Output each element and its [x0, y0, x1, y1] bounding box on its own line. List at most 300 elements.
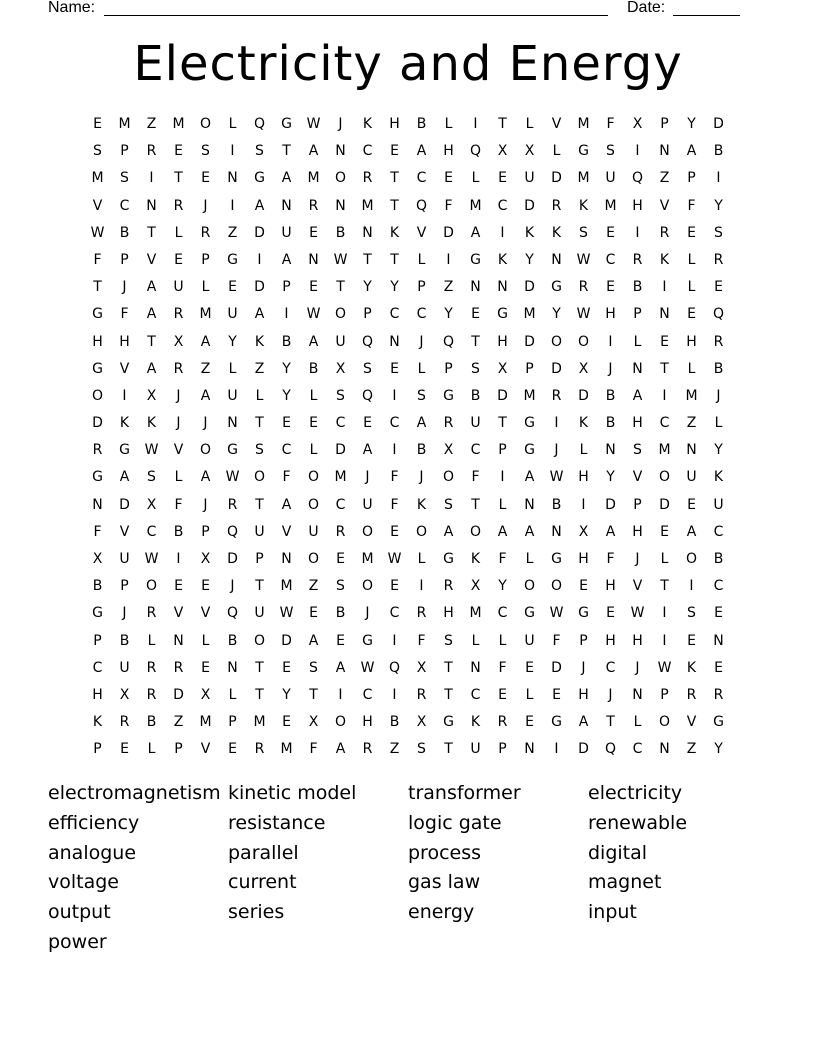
grid-letter[interactable]: G: [281, 116, 292, 132]
grid-letter[interactable]: T: [606, 714, 615, 731]
grid-letter[interactable]: R: [713, 686, 724, 703]
grid-letter[interactable]: M: [334, 469, 347, 486]
grid-letter[interactable]: V: [146, 251, 157, 268]
grid-letter[interactable]: A: [119, 469, 130, 486]
grid-letter[interactable]: R: [686, 686, 697, 703]
grid-letter[interactable]: G: [497, 306, 508, 323]
grid-letter[interactable]: A: [578, 714, 589, 731]
grid-letter[interactable]: L: [714, 415, 723, 432]
grid-letter[interactable]: N: [308, 251, 319, 268]
grid-letter[interactable]: E: [687, 632, 696, 649]
grid-letter[interactable]: Z: [389, 741, 400, 758]
grid-letter[interactable]: E: [525, 714, 534, 731]
grid-letter[interactable]: S: [255, 442, 264, 459]
grid-letter[interactable]: P: [201, 523, 210, 540]
grid-letter[interactable]: R: [578, 279, 589, 296]
grid-letter[interactable]: P: [201, 251, 210, 268]
grid-letter[interactable]: P: [660, 116, 669, 132]
grid-letter[interactable]: L: [471, 632, 480, 649]
grid-letter[interactable]: T: [444, 686, 453, 703]
grid-letter[interactable]: E: [174, 578, 183, 595]
grid-letter[interactable]: S: [363, 360, 372, 377]
grid-letter[interactable]: L: [687, 279, 696, 296]
grid-letter[interactable]: T: [390, 197, 399, 214]
grid-letter[interactable]: V: [200, 605, 211, 622]
grid-letter[interactable]: W: [144, 442, 159, 459]
grid-letter[interactable]: U: [470, 741, 481, 758]
grid-letter[interactable]: D: [551, 360, 562, 377]
grid-letter[interactable]: P: [120, 251, 129, 268]
grid-letter[interactable]: I: [635, 224, 640, 241]
grid-letter[interactable]: N: [227, 415, 238, 432]
grid-letter[interactable]: C: [119, 197, 130, 214]
grid-letter[interactable]: M: [199, 306, 212, 323]
grid-letter[interactable]: L: [552, 143, 561, 160]
grid-letter[interactable]: O: [253, 469, 266, 486]
grid-letter[interactable]: A: [200, 469, 211, 486]
grid-letter[interactable]: V: [686, 714, 697, 731]
grid-letter[interactable]: K: [362, 116, 373, 132]
grid-letter[interactable]: H: [578, 686, 589, 703]
grid-letter[interactable]: J: [122, 605, 127, 622]
grid-letter[interactable]: L: [687, 251, 696, 268]
grid-letter[interactable]: T: [498, 116, 507, 132]
grid-letter[interactable]: M: [604, 197, 617, 214]
grid-letter[interactable]: F: [174, 496, 183, 513]
grid-letter[interactable]: W: [576, 306, 591, 323]
grid-letter[interactable]: L: [660, 551, 669, 567]
grid-letter[interactable]: K: [416, 496, 427, 513]
grid-letter[interactable]: R: [497, 714, 508, 731]
grid-letter[interactable]: G: [551, 551, 562, 567]
grid-letter[interactable]: E: [228, 279, 237, 296]
grid-letter[interactable]: H: [119, 333, 130, 350]
grid-letter[interactable]: K: [470, 551, 481, 567]
grid-letter[interactable]: B: [389, 714, 400, 731]
grid-letter[interactable]: U: [254, 523, 265, 540]
grid-letter[interactable]: G: [578, 605, 589, 622]
grid-letter[interactable]: Z: [686, 415, 697, 432]
grid-letter[interactable]: S: [471, 360, 480, 377]
grid-letter[interactable]: O: [469, 523, 482, 540]
grid-letter[interactable]: J: [581, 659, 586, 676]
grid-letter[interactable]: A: [146, 360, 157, 377]
grid-letter[interactable]: O: [658, 714, 671, 731]
grid-letter[interactable]: I: [608, 333, 613, 350]
grid-letter[interactable]: I: [662, 279, 667, 296]
grid-letter[interactable]: W: [576, 251, 591, 268]
grid-letter[interactable]: C: [92, 659, 103, 676]
grid-letter[interactable]: E: [309, 415, 318, 432]
grid-letter[interactable]: J: [122, 279, 127, 296]
grid-letter[interactable]: B: [308, 360, 319, 377]
grid-letter[interactable]: O: [361, 578, 374, 595]
grid-letter[interactable]: Y: [714, 197, 723, 214]
grid-letter[interactable]: E: [714, 605, 723, 622]
grid-letter[interactable]: E: [714, 279, 723, 296]
grid-letter[interactable]: O: [577, 333, 590, 350]
grid-letter[interactable]: A: [335, 741, 346, 758]
grid-letter[interactable]: I: [635, 143, 640, 160]
grid-letter[interactable]: Y: [390, 279, 399, 296]
grid-letter[interactable]: A: [200, 387, 211, 404]
grid-letter[interactable]: F: [498, 551, 507, 567]
grid-letter[interactable]: M: [172, 116, 185, 132]
grid-letter[interactable]: L: [417, 551, 426, 567]
grid-letter[interactable]: H: [632, 523, 643, 540]
grid-letter[interactable]: N: [632, 360, 643, 377]
grid-letter[interactable]: I: [392, 387, 397, 404]
grid-letter[interactable]: L: [525, 686, 534, 703]
grid-letter[interactable]: I: [122, 387, 127, 404]
grid-letter[interactable]: P: [93, 741, 102, 758]
grid-letter[interactable]: F: [552, 632, 561, 649]
grid-letter[interactable]: T: [363, 251, 372, 268]
grid-letter[interactable]: W: [225, 469, 240, 486]
grid-letter[interactable]: H: [92, 333, 103, 350]
grid-letter[interactable]: C: [497, 197, 508, 214]
grid-letter[interactable]: U: [281, 224, 292, 241]
grid-letter[interactable]: D: [92, 415, 103, 432]
grid-letter[interactable]: J: [419, 333, 424, 350]
grid-letter[interactable]: V: [119, 360, 130, 377]
grid-letter[interactable]: X: [497, 360, 508, 377]
grid-letter[interactable]: P: [255, 551, 264, 567]
grid-letter[interactable]: V: [281, 523, 292, 540]
grid-letter[interactable]: R: [632, 251, 643, 268]
grid-letter[interactable]: R: [200, 224, 211, 241]
grid-letter[interactable]: T: [147, 333, 156, 350]
grid-letter[interactable]: A: [686, 143, 697, 160]
grid-letter[interactable]: Y: [714, 741, 723, 758]
grid-letter[interactable]: G: [443, 551, 454, 567]
grid-letter[interactable]: P: [525, 360, 534, 377]
grid-letter[interactable]: E: [201, 659, 210, 676]
grid-letter[interactable]: X: [524, 143, 535, 160]
grid-letter[interactable]: E: [390, 578, 399, 595]
grid-letter[interactable]: A: [308, 632, 319, 649]
grid-letter[interactable]: U: [524, 632, 535, 649]
grid-letter[interactable]: X: [308, 714, 319, 731]
grid-letter[interactable]: L: [228, 686, 237, 703]
grid-letter[interactable]: I: [662, 605, 667, 622]
grid-letter[interactable]: X: [443, 442, 454, 459]
grid-letter[interactable]: I: [176, 551, 181, 567]
grid-letter[interactable]: I: [446, 251, 451, 268]
grid-letter[interactable]: W: [90, 224, 105, 241]
grid-letter[interactable]: O: [523, 578, 536, 595]
grid-letter[interactable]: A: [524, 523, 535, 540]
grid-letter[interactable]: Y: [444, 306, 453, 323]
grid-letter[interactable]: J: [338, 116, 343, 132]
grid-letter[interactable]: G: [443, 387, 454, 404]
grid-letter[interactable]: B: [173, 523, 184, 540]
grid-letter[interactable]: D: [605, 496, 616, 513]
grid-letter[interactable]: T: [282, 143, 291, 160]
grid-letter[interactable]: D: [551, 659, 562, 676]
grid-letter[interactable]: B: [713, 551, 724, 567]
grid-letter[interactable]: O: [199, 442, 212, 459]
grid-letter[interactable]: N: [524, 741, 535, 758]
grid-letter[interactable]: V: [659, 197, 670, 214]
grid-letter[interactable]: X: [497, 143, 508, 160]
grid-letter[interactable]: L: [228, 116, 237, 132]
grid-letter[interactable]: A: [254, 197, 265, 214]
grid-letter[interactable]: O: [550, 333, 563, 350]
grid-letter[interactable]: A: [443, 523, 454, 540]
grid-letter[interactable]: J: [635, 659, 640, 676]
grid-letter[interactable]: P: [633, 306, 642, 323]
grid-letter[interactable]: T: [174, 170, 183, 187]
grid-letter[interactable]: K: [551, 224, 562, 241]
grid-letter[interactable]: Q: [712, 306, 725, 323]
grid-letter[interactable]: W: [306, 306, 321, 323]
grid-letter[interactable]: O: [307, 469, 320, 486]
grid-letter[interactable]: C: [713, 578, 724, 595]
grid-letter[interactable]: E: [309, 224, 318, 241]
grid-letter[interactable]: M: [91, 170, 104, 187]
grid-letter[interactable]: Z: [200, 360, 211, 377]
grid-letter[interactable]: P: [363, 306, 372, 323]
grid-letter[interactable]: M: [577, 170, 590, 187]
grid-letter[interactable]: K: [524, 224, 535, 241]
grid-letter[interactable]: K: [686, 659, 697, 676]
grid-letter[interactable]: E: [282, 415, 291, 432]
grid-letter[interactable]: C: [389, 306, 400, 323]
grid-letter[interactable]: W: [360, 659, 375, 676]
grid-letter[interactable]: H: [632, 632, 643, 649]
grid-letter[interactable]: E: [390, 523, 399, 540]
grid-letter[interactable]: R: [416, 686, 427, 703]
grid-letter[interactable]: W: [306, 116, 321, 132]
grid-letter[interactable]: U: [227, 387, 238, 404]
grid-letter[interactable]: U: [362, 496, 373, 513]
grid-letter[interactable]: R: [173, 197, 184, 214]
grid-letter[interactable]: C: [497, 605, 508, 622]
grid-letter[interactable]: E: [363, 415, 372, 432]
grid-letter[interactable]: L: [687, 360, 696, 377]
grid-letter[interactable]: U: [524, 170, 535, 187]
grid-letter[interactable]: N: [281, 551, 292, 567]
grid-letter[interactable]: K: [92, 714, 103, 731]
grid-letter[interactable]: F: [390, 469, 399, 486]
grid-letter[interactable]: G: [713, 714, 724, 731]
grid-letter[interactable]: M: [361, 551, 374, 567]
grid-letter[interactable]: X: [146, 496, 157, 513]
grid-letter[interactable]: B: [632, 279, 643, 296]
grid-letter[interactable]: N: [227, 170, 238, 187]
grid-letter[interactable]: X: [200, 551, 211, 567]
grid-letter[interactable]: L: [633, 333, 642, 350]
grid-letter[interactable]: K: [659, 251, 670, 268]
grid-letter[interactable]: R: [173, 360, 184, 377]
grid-letter[interactable]: W: [549, 469, 564, 486]
grid-letter[interactable]: M: [118, 116, 131, 132]
grid-letter[interactable]: E: [606, 605, 615, 622]
grid-letter[interactable]: Q: [415, 197, 428, 214]
grid-letter[interactable]: B: [119, 224, 130, 241]
grid-letter[interactable]: P: [120, 578, 129, 595]
grid-letter[interactable]: N: [551, 251, 562, 268]
grid-letter[interactable]: T: [390, 170, 399, 187]
grid-letter[interactable]: C: [605, 251, 616, 268]
grid-letter[interactable]: A: [416, 143, 427, 160]
grid-letter[interactable]: C: [605, 659, 616, 676]
grid-letter[interactable]: K: [119, 415, 130, 432]
grid-letter[interactable]: F: [309, 741, 318, 758]
grid-letter[interactable]: C: [362, 143, 373, 160]
grid-letter[interactable]: E: [714, 659, 723, 676]
grid-letter[interactable]: G: [254, 170, 265, 187]
grid-letter[interactable]: G: [578, 143, 589, 160]
grid-letter[interactable]: N: [524, 496, 535, 513]
grid-letter[interactable]: R: [227, 496, 238, 513]
grid-letter[interactable]: R: [173, 306, 184, 323]
grid-letter[interactable]: D: [497, 387, 508, 404]
grid-letter[interactable]: I: [392, 442, 397, 459]
grid-letter[interactable]: S: [579, 224, 588, 241]
grid-letter[interactable]: O: [685, 551, 698, 567]
grid-letter[interactable]: I: [662, 387, 667, 404]
grid-letter[interactable]: C: [416, 306, 427, 323]
grid-letter[interactable]: L: [525, 551, 534, 567]
grid-letter[interactable]: C: [146, 523, 157, 540]
grid-letter[interactable]: V: [632, 578, 643, 595]
grid-letter[interactable]: G: [92, 605, 103, 622]
grid-letter[interactable]: Z: [659, 170, 670, 187]
grid-letter[interactable]: T: [336, 279, 345, 296]
grid-letter[interactable]: D: [119, 496, 130, 513]
grid-letter[interactable]: P: [498, 442, 507, 459]
grid-letter[interactable]: E: [336, 551, 345, 567]
grid-letter[interactable]: Y: [282, 387, 291, 404]
grid-letter[interactable]: V: [551, 116, 562, 132]
grid-letter[interactable]: K: [578, 415, 589, 432]
grid-letter[interactable]: R: [308, 197, 319, 214]
grid-letter[interactable]: H: [632, 197, 643, 214]
grid-letter[interactable]: L: [525, 116, 534, 132]
grid-letter[interactable]: Z: [173, 714, 184, 731]
grid-letter[interactable]: B: [335, 224, 346, 241]
grid-letter[interactable]: D: [254, 279, 265, 296]
grid-letter[interactable]: V: [200, 741, 211, 758]
grid-letter[interactable]: S: [606, 143, 615, 160]
grid-letter[interactable]: I: [419, 578, 424, 595]
grid-letter[interactable]: L: [147, 741, 156, 758]
grid-letter[interactable]: D: [524, 333, 535, 350]
grid-letter[interactable]: R: [713, 251, 724, 268]
grid-letter[interactable]: E: [552, 686, 561, 703]
grid-letter[interactable]: J: [203, 415, 208, 432]
grid-letter[interactable]: A: [524, 469, 535, 486]
grid-letter[interactable]: P: [687, 170, 696, 187]
grid-letter[interactable]: Q: [361, 387, 374, 404]
grid-letter[interactable]: R: [362, 170, 373, 187]
grid-letter[interactable]: S: [147, 469, 156, 486]
grid-letter[interactable]: L: [228, 360, 237, 377]
grid-letter[interactable]: Y: [525, 251, 534, 268]
grid-letter[interactable]: G: [92, 469, 103, 486]
grid-letter[interactable]: A: [416, 415, 427, 432]
grid-letter[interactable]: E: [660, 333, 669, 350]
grid-letter[interactable]: U: [686, 469, 697, 486]
grid-letter[interactable]: D: [659, 496, 670, 513]
grid-letter[interactable]: D: [443, 224, 454, 241]
grid-letter[interactable]: H: [578, 551, 589, 567]
grid-letter[interactable]: X: [578, 523, 589, 540]
grid-letter[interactable]: K: [254, 333, 265, 350]
grid-letter[interactable]: N: [173, 632, 184, 649]
grid-letter[interactable]: A: [200, 333, 211, 350]
grid-letter[interactable]: X: [470, 578, 481, 595]
grid-letter[interactable]: H: [389, 116, 400, 132]
grid-letter[interactable]: C: [470, 442, 481, 459]
grid-letter[interactable]: Y: [552, 306, 561, 323]
grid-letter[interactable]: P: [633, 496, 642, 513]
grid-letter[interactable]: X: [335, 360, 346, 377]
grid-letter[interactable]: C: [713, 523, 724, 540]
grid-letter[interactable]: Y: [714, 442, 723, 459]
grid-letter[interactable]: L: [309, 387, 318, 404]
grid-letter[interactable]: C: [335, 415, 346, 432]
grid-letter[interactable]: M: [253, 714, 266, 731]
grid-letter[interactable]: D: [578, 741, 589, 758]
grid-letter[interactable]: U: [173, 279, 184, 296]
grid-letter[interactable]: E: [201, 170, 210, 187]
grid-letter[interactable]: R: [92, 442, 103, 459]
grid-letter[interactable]: Q: [226, 523, 239, 540]
grid-letter[interactable]: T: [255, 686, 264, 703]
grid-letter[interactable]: Z: [146, 116, 157, 132]
grid-letter[interactable]: Y: [282, 686, 291, 703]
grid-letter[interactable]: I: [662, 632, 667, 649]
grid-letter[interactable]: S: [93, 143, 102, 160]
grid-letter[interactable]: C: [389, 605, 400, 622]
grid-letter[interactable]: Y: [498, 578, 507, 595]
grid-letter[interactable]: R: [173, 659, 184, 676]
grid-letter[interactable]: O: [145, 578, 158, 595]
grid-letter[interactable]: K: [497, 251, 508, 268]
grid-letter[interactable]: H: [605, 306, 616, 323]
grid-letter[interactable]: M: [307, 170, 320, 187]
grid-letter[interactable]: A: [146, 279, 157, 296]
grid-letter[interactable]: C: [281, 442, 292, 459]
grid-letter[interactable]: T: [147, 224, 156, 241]
grid-letter[interactable]: P: [660, 686, 669, 703]
grid-letter[interactable]: J: [203, 197, 208, 214]
grid-letter[interactable]: P: [282, 279, 291, 296]
grid-letter[interactable]: B: [227, 632, 238, 649]
grid-letter[interactable]: O: [307, 551, 320, 567]
grid-letter[interactable]: N: [335, 143, 346, 160]
grid-letter[interactable]: P: [417, 279, 426, 296]
grid-letter[interactable]: L: [498, 496, 507, 513]
grid-letter[interactable]: B: [470, 387, 481, 404]
grid-letter[interactable]: O: [415, 523, 428, 540]
grid-letter[interactable]: W: [144, 551, 159, 567]
grid-letter[interactable]: G: [443, 714, 454, 731]
grid-letter[interactable]: J: [365, 469, 370, 486]
grid-letter[interactable]: J: [176, 387, 181, 404]
grid-letter[interactable]: A: [254, 306, 265, 323]
grid-letter[interactable]: Q: [442, 333, 455, 350]
grid-letter[interactable]: T: [471, 496, 480, 513]
grid-letter[interactable]: N: [659, 143, 670, 160]
grid-letter[interactable]: S: [255, 143, 264, 160]
grid-letter[interactable]: S: [336, 387, 345, 404]
grid-letter[interactable]: U: [470, 415, 481, 432]
grid-letter[interactable]: E: [471, 306, 480, 323]
